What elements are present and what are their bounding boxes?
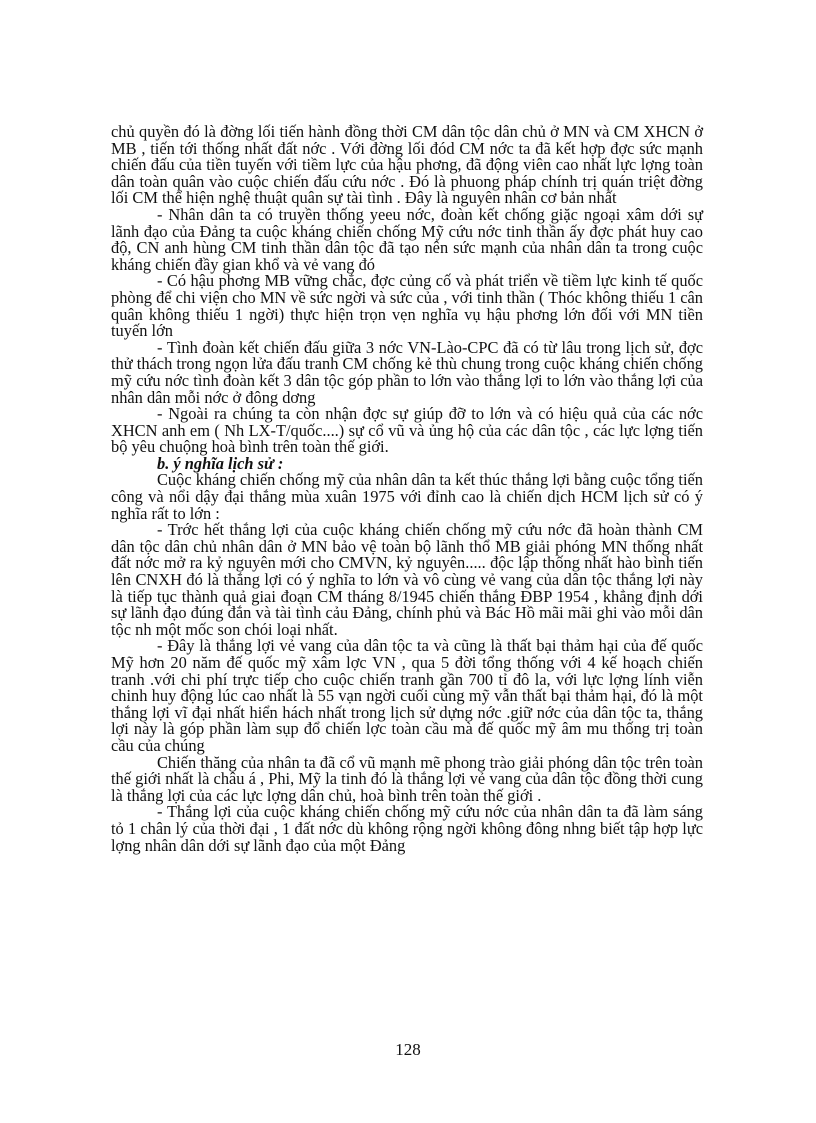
paragraph-us-defeat: - Đây là thắng lợi vẻ vang của dân tộc ta và cũng là thất bại thảm hại của đế quốc Mỹ hơn 20 năm đế quốc mỹ xâm lợc VN , qua 5 đời tổng thống với 4 kế hoạch chiến tranh .với chi phí trực tiếp cho cuộc chiến tranh gần 700 tỉ đô la, với lực lợng lính viễn chinh huy động lúc cao nhất là 55 vạn ngời cuối cùng mỹ vẫn thất bại thảm hại, đó là một thắng lợi vĩ đại nhất hiển hách nhất trong lịch sử dựng nớc .giữ nớc của dân tộc ta, thắng lợi này là góp phần làm sụp đổ chiến lợc toàn cầu mà đế quốc mỹ âm mu thống trị toàn cầu của chúng	[111, 636, 703, 755]
section-heading: b. ý nghĩa lịch sử :	[157, 453, 284, 473]
paragraph-tradition: - Nhân dân ta có truyền thống yeeu nớc, đoàn kết chống giặc ngoại xâm dới sự lãnh đạo của Đảng ta cuộc kháng chiến chống Mỹ cứu nớc tinh thần ấy đợc phát huy cao độ, CN anh hùng CM tinh thần dân tộc đã tạo nên sức mạnh của nhân dân ta trong cuộc kháng chiến đầy gian khổ và vẻ vang đó	[111, 204, 703, 274]
page-number: 128	[395, 1040, 421, 1059]
paragraph-first-significance: - Trớc hết thắng lợi của cuộc kháng chiến chống mỹ cứu nớc đã hoàn thành CM dân tộc dân chủ nhân dân ở MN bảo vệ toàn bộ lãnh thổ MB giải phóng MN thống nhất đất nớc mở ra kỷ nguyên mới cho CMVN, kỷ nguyên..... độc lập thống nhất hào bình tiến lên CNXH đó là thắng lợi có ý nghĩa to lớn và vô cùng vẻ vang của dân tộc thắng lợi này là tiếp tục thành quả giai đoạn CM tháng 8/1945 chiến thắng ĐBP 1954 , khẳng định dới sự lãnh đạo đúng đắn và tài tình cảu Đảng, chính phủ và Bác Hồ mãi mãi ghi vào mỗi dân tộc nh một mốc son chói loại nhất.	[111, 520, 703, 639]
paragraph-intro-significance: Cuộc kháng chiến chống mỹ của nhân dân ta kết thúc thắng lợi bằng cuộc tổng tiến công và nổi dậy đại thắng mùa xuân 1975 với đỉnh cao là chiến dịch HCM lịch sử có ý nghĩa rất to lớn :	[111, 470, 703, 523]
document-body	[111, 124, 703, 854]
paragraph-continuation: chủ quyền đó là đờng lối tiến hành đồng thời CM dân tộc dân chủ ở MN và CM XHCN ở MB , tiến tới thống nhất đất nớc . Với đờng lối đód CM nớc ta đã kết hợp đợc sức mạnh chiến đấu của tiền tuyến với tiềm lực của hậu phơng, đã động viên cao nhất lực lợng toàn dân toàn quân vào cuộc chiến đấu cứu nớc . Đó là phuong pháp chính trị quán triệt đờng lối CM thể hiện nghệ thuật quân sự tài tình . Đây là nguyên nhân cơ bản nhất	[111, 122, 703, 208]
paragraph-international-support: - Ngoài ra chúng ta còn nhận đợc sự giúp đỡ to lớn và có hiệu quả của các nớc XHCN anh em ( Nh LX-T/quốc....) sự cổ vũ và ủng hộ của các dân tộc , các lực lợng tiến bộ yêu chuộng hoà bình trên toàn thế giới.	[111, 404, 703, 457]
paragraph-global-inspiration: Chiến thăng của nhân ta đã cổ vũ mạnh mẽ phong trào giải phóng dân tộc trên toàn thế giới nhất là châu á , Phi, Mỹ la tinh đó là thắng lợi vẻ vang của dân tộc đồng thời cung là thắng lợi của các lực lợng dân chủ, hoà bình trên toàn thế giới .	[111, 752, 703, 805]
paragraph-truth-of-era: - Thắng lợi của cuộc kháng chiến chống mỹ cứu nớc của nhân dân ta đã làm sáng tỏ 1 chân lý của thời đại , 1 đất nớc dù không rộng ngời không đông nhng biết tập hợp lực lợng nhân dân dới sự lãnh đạo của một Đảng	[111, 802, 703, 855]
paragraph-indochina-solidarity: - Tình đoàn kết chiến đấu giữa 3 nớc VN-Lào-CPC đã có từ lâu trong lịch sử, đợc thử thách trong ngọn lửa đấu tranh CM chống kẻ thù chung trong cuộc kháng chiến chống mỹ cứu nớc tình đoàn kết 3 dân tộc góp phần to lớn vào thắng lợi to lớn vào thắng lợi của nhân dân mỗi nớc ở đông dơng	[111, 337, 703, 407]
paragraph-rear-base: - Có hậu phơng MB vững chắc, đợc củng cố và phát triển về tiềm lực kinh tế quốc phòng để chi viện cho MN về sức ngời và sức của , với tinh thần ( Thóc không thiếu 1 cân quân không thiếu 1 ngời) thực hiện trọn vẹn nghĩa vụ hậu phơng lớn đối với MN tiền tuyến lớn	[111, 271, 703, 341]
